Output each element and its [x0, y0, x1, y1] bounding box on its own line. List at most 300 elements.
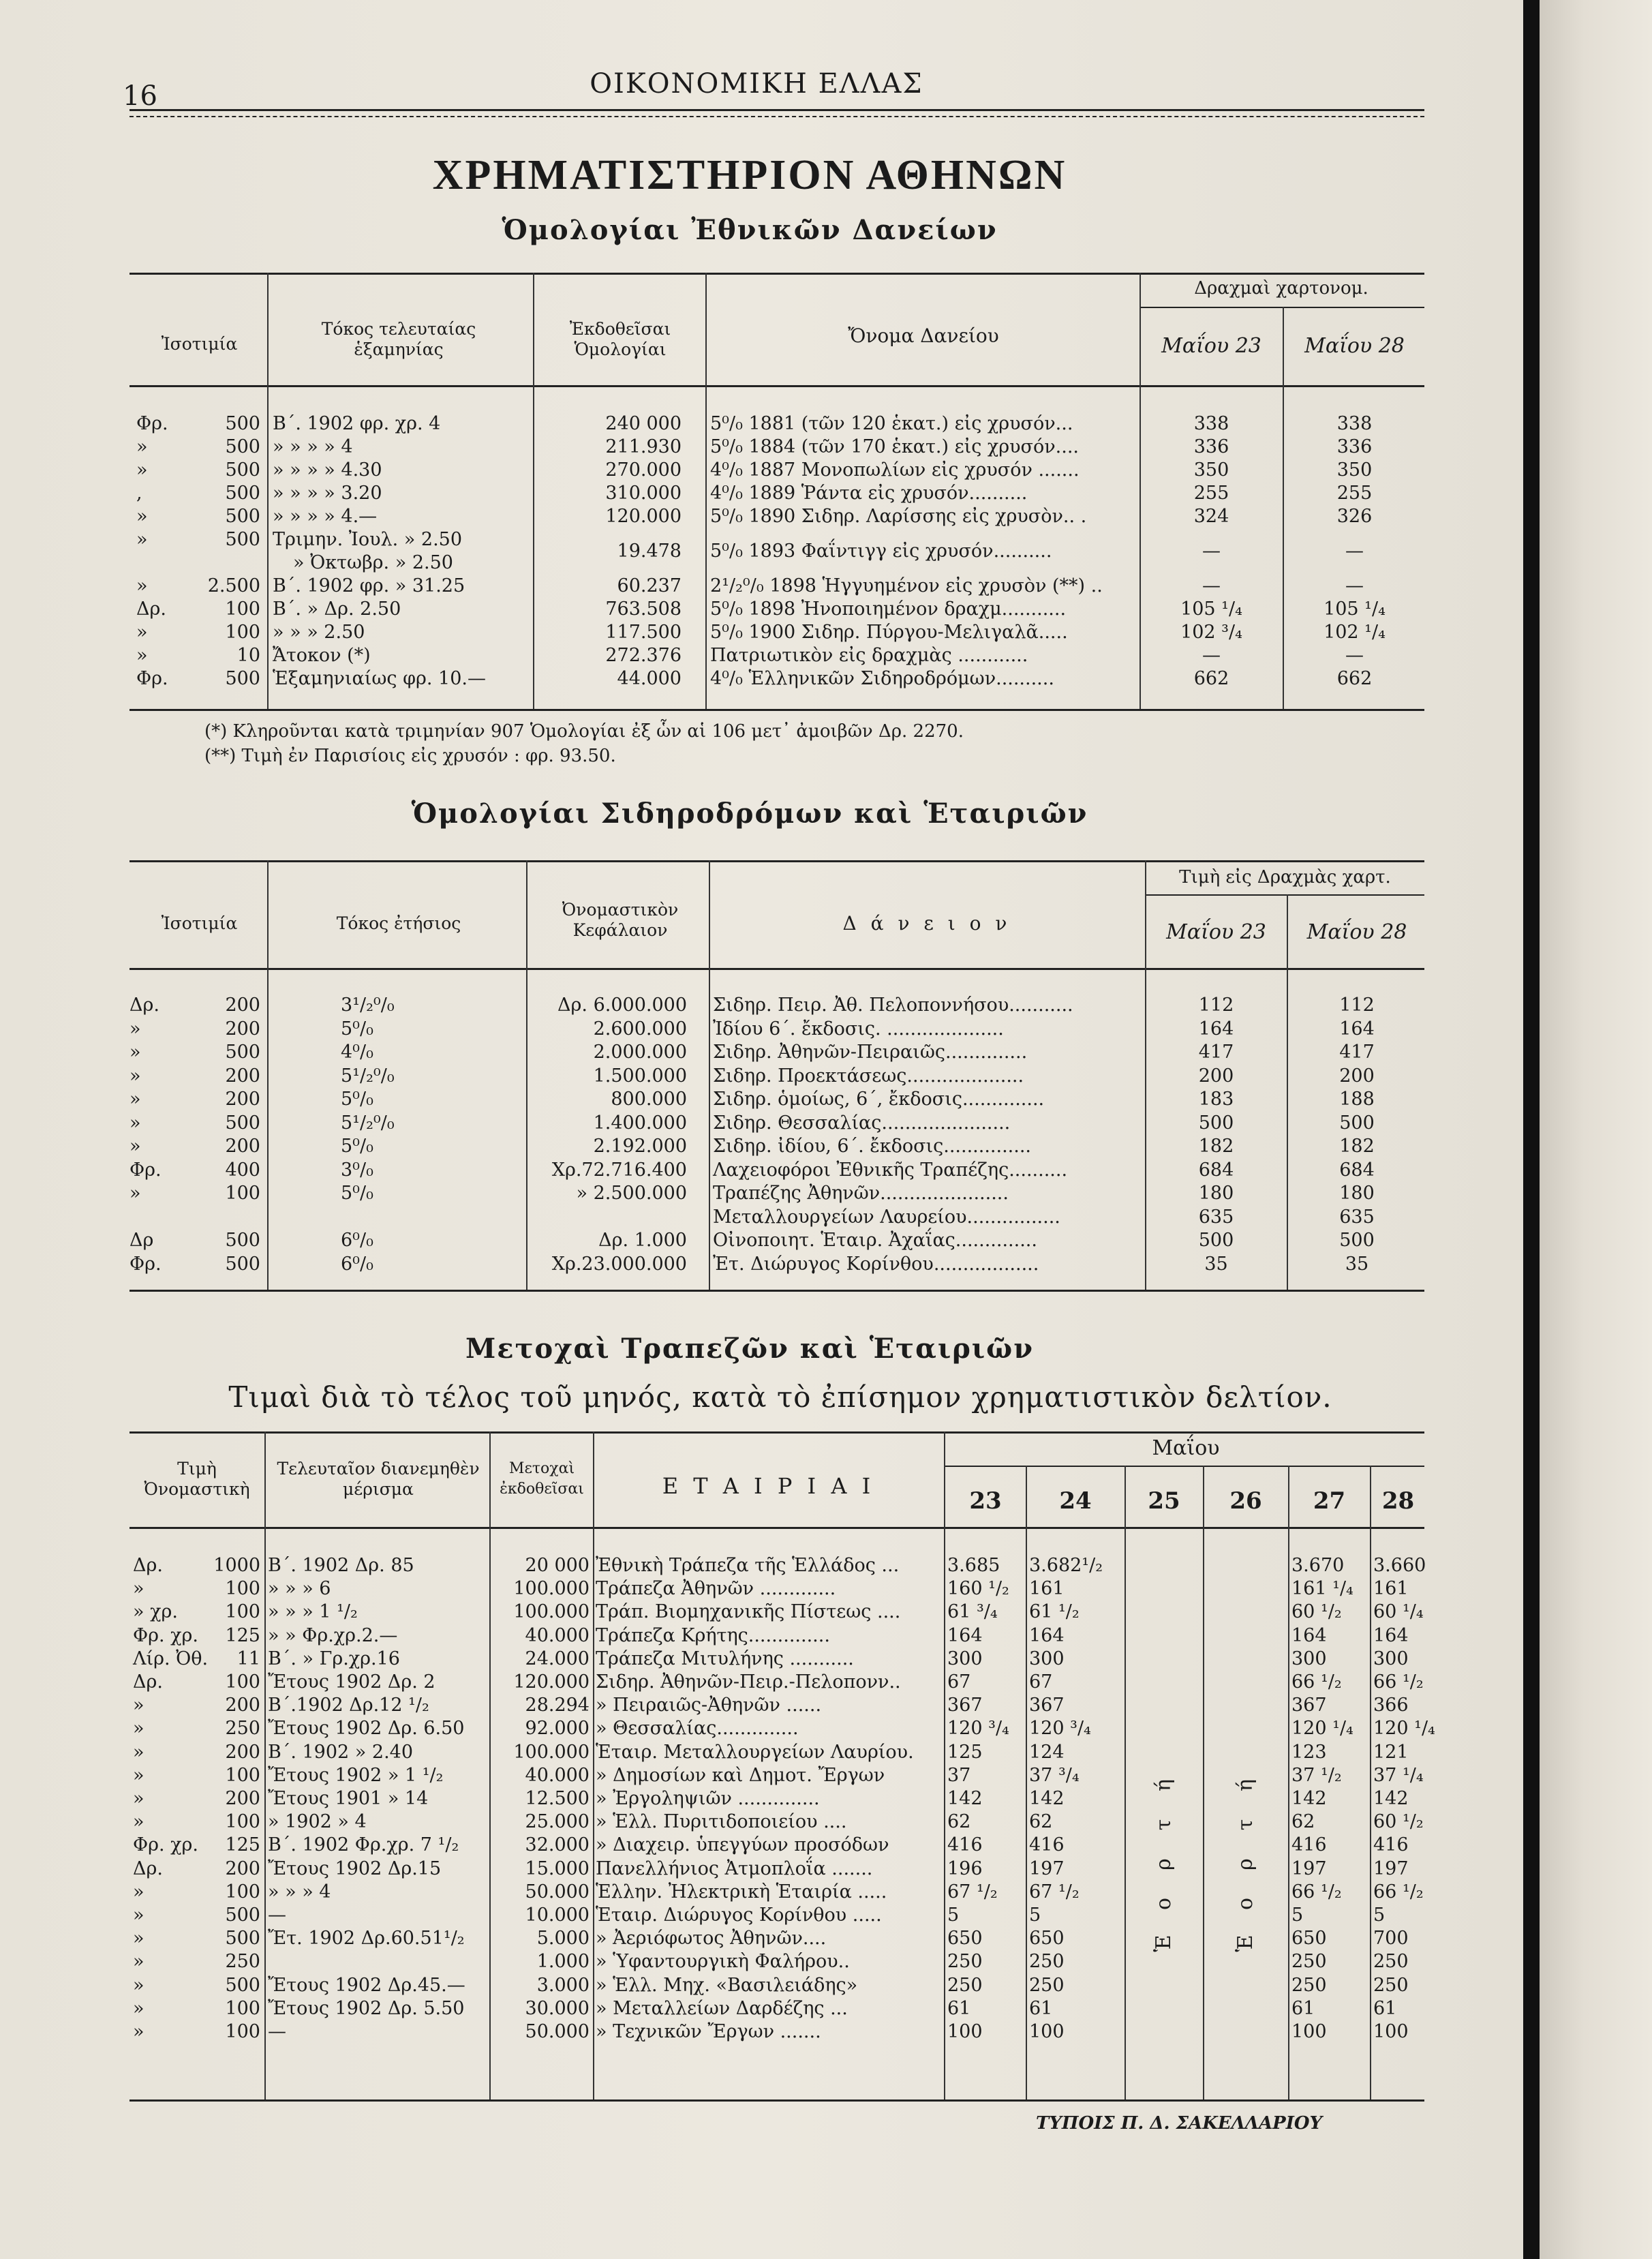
s3-price-23: 67 — [947, 1671, 971, 1693]
s3-currency: » — [133, 1928, 144, 1950]
s3-price-27: 66 ¹/₂ — [1291, 1671, 1342, 1693]
s1-price-d2: 662 — [1336, 668, 1373, 689]
s3-company: » Διαχειρ. ὑπεγγύων προσόδων — [596, 1834, 889, 1856]
s2-loan: Οἰνοποιητ. Ἑταιρ. Ἀχαΐας.............. — [713, 1230, 1037, 1251]
s2-loan: Μεταλλουργείων Λαυρείου................ — [713, 1206, 1060, 1228]
s1-currency: Φρ. — [136, 413, 168, 434]
s3-vline — [1125, 1466, 1126, 2099]
s3-nominal: 100 — [225, 1811, 260, 1833]
s2-header-loan: Δ ά ν ε ι ο ν — [842, 912, 1011, 935]
s3-company: Τράπεζα Ἀθηνῶν ............. — [596, 1578, 836, 1600]
s1-coupon: Ἑξαμηνιαίως φρ. 10.— — [273, 668, 486, 689]
s2-par: 500 — [225, 1230, 260, 1251]
s2-loan: Σιδηρ. ὁμοίως, 6΄, ἔκδοσις.............. — [713, 1089, 1045, 1110]
s3-price-27: 61 — [1291, 1997, 1315, 2019]
s3-shares: 92.000 — [525, 1718, 590, 1740]
s1-top-rule — [129, 273, 1424, 275]
s3-nominal: 125 — [225, 1834, 260, 1856]
s3-dividend: Ἔτους 1902 Δρ.15 — [268, 1858, 442, 1879]
s2-prices-rule — [1145, 894, 1424, 896]
s3-company: » Ἀεριόφωτος Ἀθηνῶν.... — [596, 1928, 827, 1950]
s2-capital: 2.600.000 — [593, 1018, 687, 1040]
s3-company: Ἑταιρ. Διώρυγος Κορίνθου ..... — [596, 1905, 882, 1926]
s2-price-d2: 684 — [1339, 1159, 1375, 1181]
s3-company: Τράπεζα Μιτυλήνης ........... — [596, 1648, 854, 1669]
s2-currency: Φρ. — [129, 1253, 162, 1275]
s1-issued: 117.500 — [605, 622, 682, 643]
s3-price-24: 367 — [1029, 1695, 1065, 1716]
s3-month-rule — [944, 1466, 1424, 1467]
section1-title: Ὁμολογίαι Ἐθνικῶν Δανείων — [502, 214, 998, 246]
s1-issued: 120.000 — [605, 506, 682, 527]
s1-price-d2: — — [1345, 575, 1364, 596]
s3-dividend: — — [268, 1905, 286, 1926]
s1-price-d2: 255 — [1336, 483, 1373, 504]
s1-currency: , — [136, 483, 142, 504]
s3-price-23: 250 — [947, 1974, 983, 1996]
s3-dividend: » » Φρ.χρ.2.— — [268, 1624, 398, 1646]
s3-price-28: 66 ¹/₂ — [1373, 1881, 1424, 1902]
s2-price-d1: 164 — [1198, 1018, 1234, 1040]
s3-currency: » — [133, 1881, 144, 1902]
s3-header-day: 23 — [969, 1487, 1002, 1515]
s1-currency: » — [136, 506, 148, 527]
s3-company: » Πειραιῶς-Ἀθηνῶν ...... — [596, 1695, 822, 1716]
s3-dividend: Ἔτους 1901 » 14 — [268, 1788, 429, 1809]
s3-price-23: 61 ³/₄ — [947, 1601, 998, 1623]
s3-company: Ἐθνικὴ Τράπεζα τῆς Ἑλλάδος ... — [596, 1555, 900, 1576]
s3-nominal: 500 — [225, 1905, 260, 1926]
s2-price-d2: 500 — [1339, 1112, 1375, 1134]
s3-price-27: 62 — [1291, 1811, 1315, 1833]
section3-subtitle: Τιμαὶ διὰ τὸ τέλος τοῦ μηνός, κατὰ τὸ ἐπίσημον χρηματιστικὸν δελτίον. — [228, 1380, 1332, 1414]
s3-price-28: 37 ¹/₄ — [1373, 1764, 1424, 1786]
s1-par: 500 — [225, 436, 260, 457]
s1-currency: » — [136, 575, 148, 596]
s3-price-27: 66 ¹/₂ — [1291, 1881, 1342, 1902]
s2-loan: Σιδηρ. Πειρ. Ἀθ. Πελοποννήσου........... — [713, 995, 1073, 1016]
s3-shares: 32.000 — [525, 1834, 590, 1856]
s3-company: Τράπ. Βιομηχανικῆς Πίστεως .... — [596, 1601, 901, 1623]
s2-price-d1: 684 — [1198, 1159, 1234, 1181]
s3-currency: » — [133, 1811, 144, 1833]
s3-price-27: 367 — [1291, 1695, 1327, 1716]
s1-loan-name: 4⁰/₀ 1889 Ῥάντα εἰς χρυσόν.......... — [710, 483, 1028, 504]
s1-vline — [1283, 307, 1284, 709]
s2-price-d1: 500 — [1198, 1112, 1234, 1134]
holiday-letter: ή — [1234, 1779, 1257, 1791]
holiday-letter: Ἑ — [1152, 1935, 1176, 1952]
section3-title: Μετοχαὶ Τραπεζῶν καὶ Ἑταιριῶν — [465, 1333, 1034, 1365]
s1-price-d1: 105 ¹/₄ — [1180, 598, 1242, 620]
s2-par: 200 — [225, 1089, 260, 1110]
s3-dividend: » » » 1 ¹/₂ — [268, 1601, 358, 1623]
s2-capital: 1.400.000 — [593, 1112, 687, 1134]
holiday-letter: ο — [1152, 1897, 1176, 1911]
s2-capital: Δρ. 6.000.000 — [557, 995, 687, 1016]
s2-loan: Σιδηρ. Ἀθηνῶν-Πειραιῶς.............. — [713, 1042, 1028, 1063]
s1-loan-name: 5⁰/₀ 1890 Σιδηρ. Λαρίσσης εἰς χρυσὸν.. . — [710, 506, 1087, 527]
s1-loan-name: 2¹/₂⁰/₀ 1898 Ἡγγυημένον εἰς χρυσὸν (**) .. — [710, 575, 1103, 596]
s1-par: 500 — [225, 506, 260, 527]
s3-price-28: 250 — [1373, 1974, 1409, 1996]
s3-nominal: 200 — [225, 1695, 260, 1716]
s2-par: 200 — [225, 1065, 260, 1087]
s3-company: Πανελλήνιος Ἀτμοπλοΐα ....... — [596, 1858, 873, 1879]
s1-price-d2: 105 ¹/₄ — [1324, 598, 1386, 620]
s1-coupon: Β΄. 1902 φρ. χρ. 4 — [273, 413, 441, 434]
s3-price-23: 160 ¹/₂ — [947, 1578, 1009, 1600]
s1-coupon: » » » » 4.— — [273, 506, 378, 527]
s2-currency: » — [129, 1136, 141, 1157]
s1-price-d2: 336 — [1336, 436, 1373, 457]
s3-company: » Θεσσαλίας.............. — [596, 1718, 799, 1740]
s2-price-d1: 635 — [1198, 1206, 1234, 1228]
s3-price-24: 3.682¹/₂ — [1029, 1555, 1103, 1576]
s1-coupon: » Ὀκτωβρ. » 2.50 — [293, 552, 453, 573]
s3-price-24: 67 — [1029, 1671, 1053, 1693]
s2-loan: Σιδηρ. Θεσσαλίας...................... — [713, 1112, 1011, 1134]
s1-par: 10 — [236, 645, 260, 666]
s3-currency: Δρ. — [133, 1555, 163, 1576]
s1-coupon: Τριμην. Ἰουλ. » 2.50 — [273, 529, 463, 550]
s3-price-23: 5 — [947, 1905, 960, 1926]
s3-price-27: 250 — [1291, 1951, 1327, 1973]
s3-price-24: 61 — [1029, 1997, 1053, 2019]
s3-nominal: 100 — [225, 1881, 260, 1902]
s1-issued: 310.000 — [605, 483, 682, 504]
s1-price-d2: 338 — [1336, 413, 1373, 434]
s3-dividend: Ἔτ. 1902 Δρ.60.51¹/₂ — [268, 1928, 465, 1950]
s1-loan-name: Πατριωτικὸν εἰς δραχμὰς ............ — [710, 645, 1028, 666]
s3-header-day: 24 — [1059, 1487, 1092, 1515]
s2-price-d1: 180 — [1198, 1183, 1234, 1204]
s3-head-rule — [129, 1527, 1424, 1529]
s3-vline — [489, 1431, 491, 2099]
s3-price-28: 197 — [1373, 1858, 1409, 1879]
s3-header-day: 25 — [1148, 1487, 1180, 1515]
s1-price-d1: — — [1202, 541, 1221, 562]
s3-nominal: 500 — [225, 1928, 260, 1950]
s2-price-d2: 180 — [1339, 1183, 1375, 1204]
s3-nominal: 100 — [225, 1764, 260, 1786]
s3-price-23: 62 — [947, 1811, 971, 1833]
s1-par: 100 — [225, 598, 260, 620]
s3-nominal: 200 — [225, 1858, 260, 1879]
s3-price-27: 416 — [1291, 1834, 1327, 1856]
s1-coupon: » » » 2.50 — [273, 622, 365, 643]
s1-header-date1: Μαΐου 23 — [1161, 334, 1261, 358]
s3-price-23: 196 — [947, 1858, 983, 1879]
s2-price-d2: 35 — [1345, 1253, 1369, 1275]
s2-vline — [1145, 860, 1146, 1290]
s1-currency: » — [136, 459, 148, 481]
s2-capital: 2.000.000 — [593, 1042, 687, 1063]
s3-price-27: 164 — [1291, 1624, 1327, 1646]
s3-shares: 40.000 — [525, 1624, 590, 1646]
s2-price-d1: 183 — [1198, 1089, 1234, 1110]
s3-nominal: 500 — [225, 1974, 260, 1996]
holiday-letter: τ — [1234, 1819, 1257, 1831]
s1-header-par: Ἰσοτιμία — [161, 334, 238, 354]
s1-par: 500 — [225, 459, 260, 481]
s3-nominal: 100 — [225, 1601, 260, 1623]
s3-currency: » — [133, 2021, 144, 2042]
s1-coupon: » » » » 4 — [273, 436, 353, 457]
s2-price-d1: 500 — [1198, 1230, 1234, 1251]
s2-price-d1: 35 — [1204, 1253, 1228, 1275]
s2-loan: Ἰδίου 6΄. ἔκδοσις. .................... — [713, 1018, 1004, 1040]
s3-vline — [593, 1431, 594, 2099]
head-rule — [129, 109, 1424, 111]
s3-shares: 20 000 — [525, 1555, 590, 1576]
s3-dividend: » » » 4 — [268, 1881, 331, 1902]
s1-loan-name: 5⁰/₀ 1881 (τῶν 120 ἑκατ.) εἰς χρυσόν... — [710, 413, 1073, 434]
page-title: ΧΡΗΜΑΤΙΣΤΗΡΙΟΝ ΑΘΗΝΩΝ — [432, 152, 1067, 198]
s1-header-date2: Μαΐου 28 — [1304, 334, 1405, 358]
s3-price-23: 37 — [947, 1764, 971, 1786]
s3-nominal: 200 — [225, 1741, 260, 1763]
s2-header-capital: Ὀνομαστικὸν Κεφάλαιον — [562, 900, 679, 940]
s3-shares: 1.000 — [536, 1951, 590, 1973]
s3-price-28: 120 ¹/₄ — [1373, 1718, 1435, 1740]
s1-vline — [1139, 273, 1141, 709]
s3-header-companies: Ε Τ Α Ι Ρ Ι Α Ι — [662, 1473, 875, 1499]
holiday-letter: Ἑ — [1234, 1935, 1257, 1952]
s1-par: 500 — [225, 413, 260, 434]
s3-header-day: 28 — [1381, 1487, 1415, 1515]
s3-price-24: 37 ³/₄ — [1029, 1764, 1080, 1786]
s2-par: 200 — [225, 1136, 260, 1157]
s2-rate: 5¹/₂⁰/₀ — [341, 1065, 395, 1087]
s2-rate: 5⁰/₀ — [341, 1136, 373, 1157]
s3-price-28: 300 — [1373, 1648, 1409, 1669]
s3-vline — [1203, 1466, 1204, 2099]
s2-par: 400 — [225, 1159, 260, 1181]
s1-price-d1: 338 — [1193, 413, 1229, 434]
s3-price-24: 100 — [1029, 2021, 1065, 2042]
s2-rate: 3⁰/₀ — [341, 1159, 373, 1181]
s3-vline — [1370, 1466, 1371, 2099]
s3-dividend: » » » 6 — [268, 1578, 331, 1600]
s3-currency: » — [133, 1718, 144, 1740]
s3-price-28: 161 — [1373, 1578, 1409, 1600]
s1-currency: » — [136, 622, 148, 643]
s1-loan-name: 4⁰/₀ 1887 Μονοπωλίων εἰς χρυσόν ....... — [710, 459, 1080, 481]
s3-price-23: 67 ¹/₂ — [947, 1881, 998, 1902]
s3-nominal: 100 — [225, 1997, 260, 2019]
s3-currency: » — [133, 1741, 144, 1763]
s3-company: Ἑταιρ. Μεταλλουργείων Λαυρίου. — [596, 1741, 914, 1763]
s1-loan-name: 4⁰/₀ Ἑλληνικῶν Σιδηροδρόμων.......... — [710, 668, 1054, 689]
s2-loan: Σιδηρ. Προεκτάσεως.................... — [713, 1065, 1024, 1087]
s3-company: » Μεταλλείων Δαρδέζης ... — [596, 1997, 848, 2019]
s3-currency: » χρ. — [133, 1601, 178, 1623]
s2-loan: Σιδηρ. ἰδίου, 6΄. ἔκδοσις............... — [713, 1136, 1032, 1157]
s3-price-23: 125 — [947, 1741, 983, 1763]
s2-capital: 1.500.000 — [593, 1065, 687, 1087]
s2-capital: Χρ.23.000.000 — [551, 1253, 687, 1275]
s3-currency: » — [133, 1578, 144, 1600]
s3-company: » Ἑλλ. Πυριτιδοποιείου .... — [596, 1811, 847, 1833]
s1-currency: » — [136, 645, 148, 666]
s2-currency: » — [129, 1065, 141, 1087]
s2-rate: 3¹/₂⁰/₀ — [341, 995, 395, 1016]
s1-par: 500 — [225, 529, 260, 550]
holiday-letter: ή — [1152, 1779, 1176, 1791]
s1-price-d1: 662 — [1193, 668, 1229, 689]
page-number: 16 — [123, 80, 157, 112]
s3-price-28: 366 — [1373, 1695, 1409, 1716]
s1-price-d1: 324 — [1193, 506, 1229, 527]
s3-dividend: Ἔτους 1902 Δρ. 5.50 — [268, 1997, 465, 2019]
s3-company: » Ὑφαντουργικὴ Φαλήρου.. — [596, 1951, 850, 1973]
s2-capital: » 2.500.000 — [576, 1183, 687, 1204]
s3-nominal: 100 — [225, 2021, 260, 2042]
s3-price-27: 161 ¹/₄ — [1291, 1578, 1353, 1600]
s3-price-24: 142 — [1029, 1788, 1065, 1809]
s3-shares: 28.294 — [525, 1695, 590, 1716]
s2-header-date1: Μαΐου 23 — [1166, 920, 1266, 944]
holiday-letter: ρ — [1234, 1858, 1257, 1870]
s3-price-27: 123 — [1291, 1741, 1327, 1763]
s3-price-28: 250 — [1373, 1951, 1409, 1973]
s3-price-23: 142 — [947, 1788, 983, 1809]
s2-capital: Δρ. 1.000 — [598, 1230, 687, 1251]
s3-dividend: Β΄. 1902 » 2.40 — [268, 1741, 414, 1763]
s2-par: 500 — [225, 1112, 260, 1134]
s3-price-28: 100 — [1373, 2021, 1409, 2042]
s1-note2: (**) Τιμὴ ἐν Παρισίοις εἰς χρυσόν : φρ. 93.50. — [204, 746, 616, 766]
s1-coupon: Β΄. 1902 φρ. » 31.25 — [273, 575, 465, 596]
s2-loan: Λαχειοφόροι Ἐθνικῆς Τραπέζης.......... — [713, 1159, 1068, 1181]
s2-par: 500 — [225, 1253, 260, 1275]
s3-price-24: 416 — [1029, 1834, 1065, 1856]
s2-price-d2: 182 — [1339, 1136, 1375, 1157]
s1-loan-name: 5⁰/₀ 1898 Ἠνοποιημένον δραχμ........... — [710, 598, 1067, 620]
s3-header-day: 26 — [1229, 1487, 1262, 1515]
s1-issued: 763.508 — [605, 598, 682, 620]
s1-header-prices: Δραχμαὶ χαρτονομ. — [1194, 278, 1368, 299]
s3-price-24: 124 — [1029, 1741, 1065, 1763]
s3-price-24: 197 — [1029, 1858, 1065, 1879]
s1-price-d2: 102 ¹/₄ — [1324, 622, 1386, 643]
s2-vline — [709, 860, 710, 1290]
s3-price-23: 416 — [947, 1834, 983, 1856]
s2-currency: » — [129, 1042, 141, 1063]
s2-loan: Ἐτ. Διώρυγος Κορίνθου.................. — [713, 1253, 1039, 1275]
s3-price-28: 3.660 — [1373, 1555, 1426, 1576]
s3-company: » Τεχνικῶν Ἔργων ....... — [596, 2021, 821, 2042]
s3-header-shares: Μετοχαὶ ἐκδοθεῖσαι — [500, 1460, 584, 1498]
s3-header-day: 27 — [1313, 1487, 1346, 1515]
s3-header-month: Μαΐου — [1152, 1436, 1220, 1460]
s1-par: 100 — [225, 622, 260, 643]
s3-price-24: 164 — [1029, 1624, 1065, 1646]
s3-nominal: 100 — [225, 1671, 260, 1693]
s3-nominal: 250 — [225, 1951, 260, 1973]
s3-price-28: 142 — [1373, 1788, 1409, 1809]
s3-shares: 120.000 — [513, 1671, 590, 1693]
s3-price-28: 164 — [1373, 1624, 1409, 1646]
s1-issued: 19.478 — [617, 541, 682, 562]
s3-nominal: 11 — [236, 1648, 260, 1669]
s2-currency: » — [129, 1183, 141, 1204]
s3-nominal: 125 — [225, 1624, 260, 1646]
s3-price-24: 62 — [1029, 1811, 1053, 1833]
s3-dividend: Β΄. 1902 Φρ.χρ. 7 ¹/₂ — [268, 1834, 459, 1856]
s1-price-d2: 326 — [1336, 506, 1373, 527]
s3-shares: 24.000 — [525, 1648, 590, 1669]
s2-currency: Δρ. — [129, 995, 159, 1016]
s3-currency: Φρ. χρ. — [133, 1624, 198, 1646]
s3-currency: Δρ. — [133, 1858, 163, 1879]
s3-dividend: Ἔτους 1902 Δρ. 2 — [268, 1671, 435, 1693]
s1-vline — [267, 273, 269, 709]
s3-price-27: 37 ¹/₂ — [1291, 1764, 1342, 1786]
s2-price-d2: 188 — [1339, 1089, 1375, 1110]
s2-rate: 5¹/₂⁰/₀ — [341, 1112, 395, 1134]
s1-loan-name: 5⁰/₀ 1900 Σιδηρ. Πύργου-Μελιγαλᾶ..... — [710, 622, 1068, 643]
s1-loan-name: 5⁰/₀ 1884 (τῶν 170 ἑκατ.) εἰς χρυσόν.... — [710, 436, 1079, 457]
s3-shares: 30.000 — [525, 1997, 590, 2019]
holiday-letter: ο — [1234, 1897, 1257, 1911]
s3-shares: 25.000 — [525, 1811, 590, 1833]
s1-price-d1: 102 ³/₄ — [1180, 622, 1242, 643]
s3-price-24: 161 — [1029, 1578, 1065, 1600]
s3-price-23: 367 — [947, 1695, 983, 1716]
s2-par: 500 — [225, 1042, 260, 1063]
s3-vline — [1026, 1466, 1027, 2099]
s2-price-d1: 417 — [1198, 1042, 1234, 1063]
s2-currency: » — [129, 1018, 141, 1040]
s3-price-27: 650 — [1291, 1928, 1327, 1950]
s3-price-28: 61 — [1373, 1997, 1397, 2019]
section2-title: Ὁμολογίαι Σιδηροδρόμων καὶ Ἑταιριῶν — [411, 798, 1088, 830]
s1-currency: Φρ. — [136, 668, 168, 689]
s2-vline — [267, 860, 269, 1290]
s3-price-27: 197 — [1291, 1858, 1327, 1879]
s3-price-24: 300 — [1029, 1648, 1065, 1669]
s3-currency: Λίρ. Ὀθ. — [133, 1648, 209, 1669]
s2-capital: 2.192.000 — [593, 1136, 687, 1157]
s1-bottom-rule — [129, 709, 1424, 711]
s3-price-27: 3.670 — [1291, 1555, 1345, 1576]
s2-price-d1: 112 — [1198, 995, 1234, 1016]
s3-price-24: 67 ¹/₂ — [1029, 1881, 1080, 1902]
s3-shares: 10.000 — [525, 1905, 590, 1926]
s3-nominal: 100 — [225, 1578, 260, 1600]
s3-price-27: 100 — [1291, 2021, 1327, 2042]
printer-credit: ΤΥΠΟΙΣ Π. Δ. ΣΑΚΕΛΛΑΡΙΟΥ — [1036, 2113, 1323, 2134]
s2-header-par: Ἰσοτιμία — [161, 913, 238, 933]
s3-price-27: 5 — [1291, 1905, 1304, 1926]
s2-rate: 6⁰/₀ — [341, 1253, 373, 1275]
s3-header-nominal: Τιμὴ Ὀνομαστικὴ — [144, 1459, 250, 1499]
holiday-letter: τ — [1152, 1819, 1176, 1831]
s3-price-28: 121 — [1373, 1741, 1409, 1763]
s3-shares: 15.000 — [525, 1858, 590, 1879]
s3-bottom-rule — [129, 2099, 1424, 2102]
s2-capital: Χρ.72.716.400 — [551, 1159, 687, 1181]
s1-price-d1: 336 — [1193, 436, 1229, 457]
s2-rate: 5⁰/₀ — [341, 1018, 373, 1040]
s3-price-23: 250 — [947, 1951, 983, 1973]
s1-issued: 44.000 — [617, 668, 682, 689]
s1-price-d2: — — [1345, 541, 1364, 562]
s2-currency: » — [129, 1112, 141, 1134]
s3-price-27: 60 ¹/₂ — [1291, 1601, 1342, 1623]
